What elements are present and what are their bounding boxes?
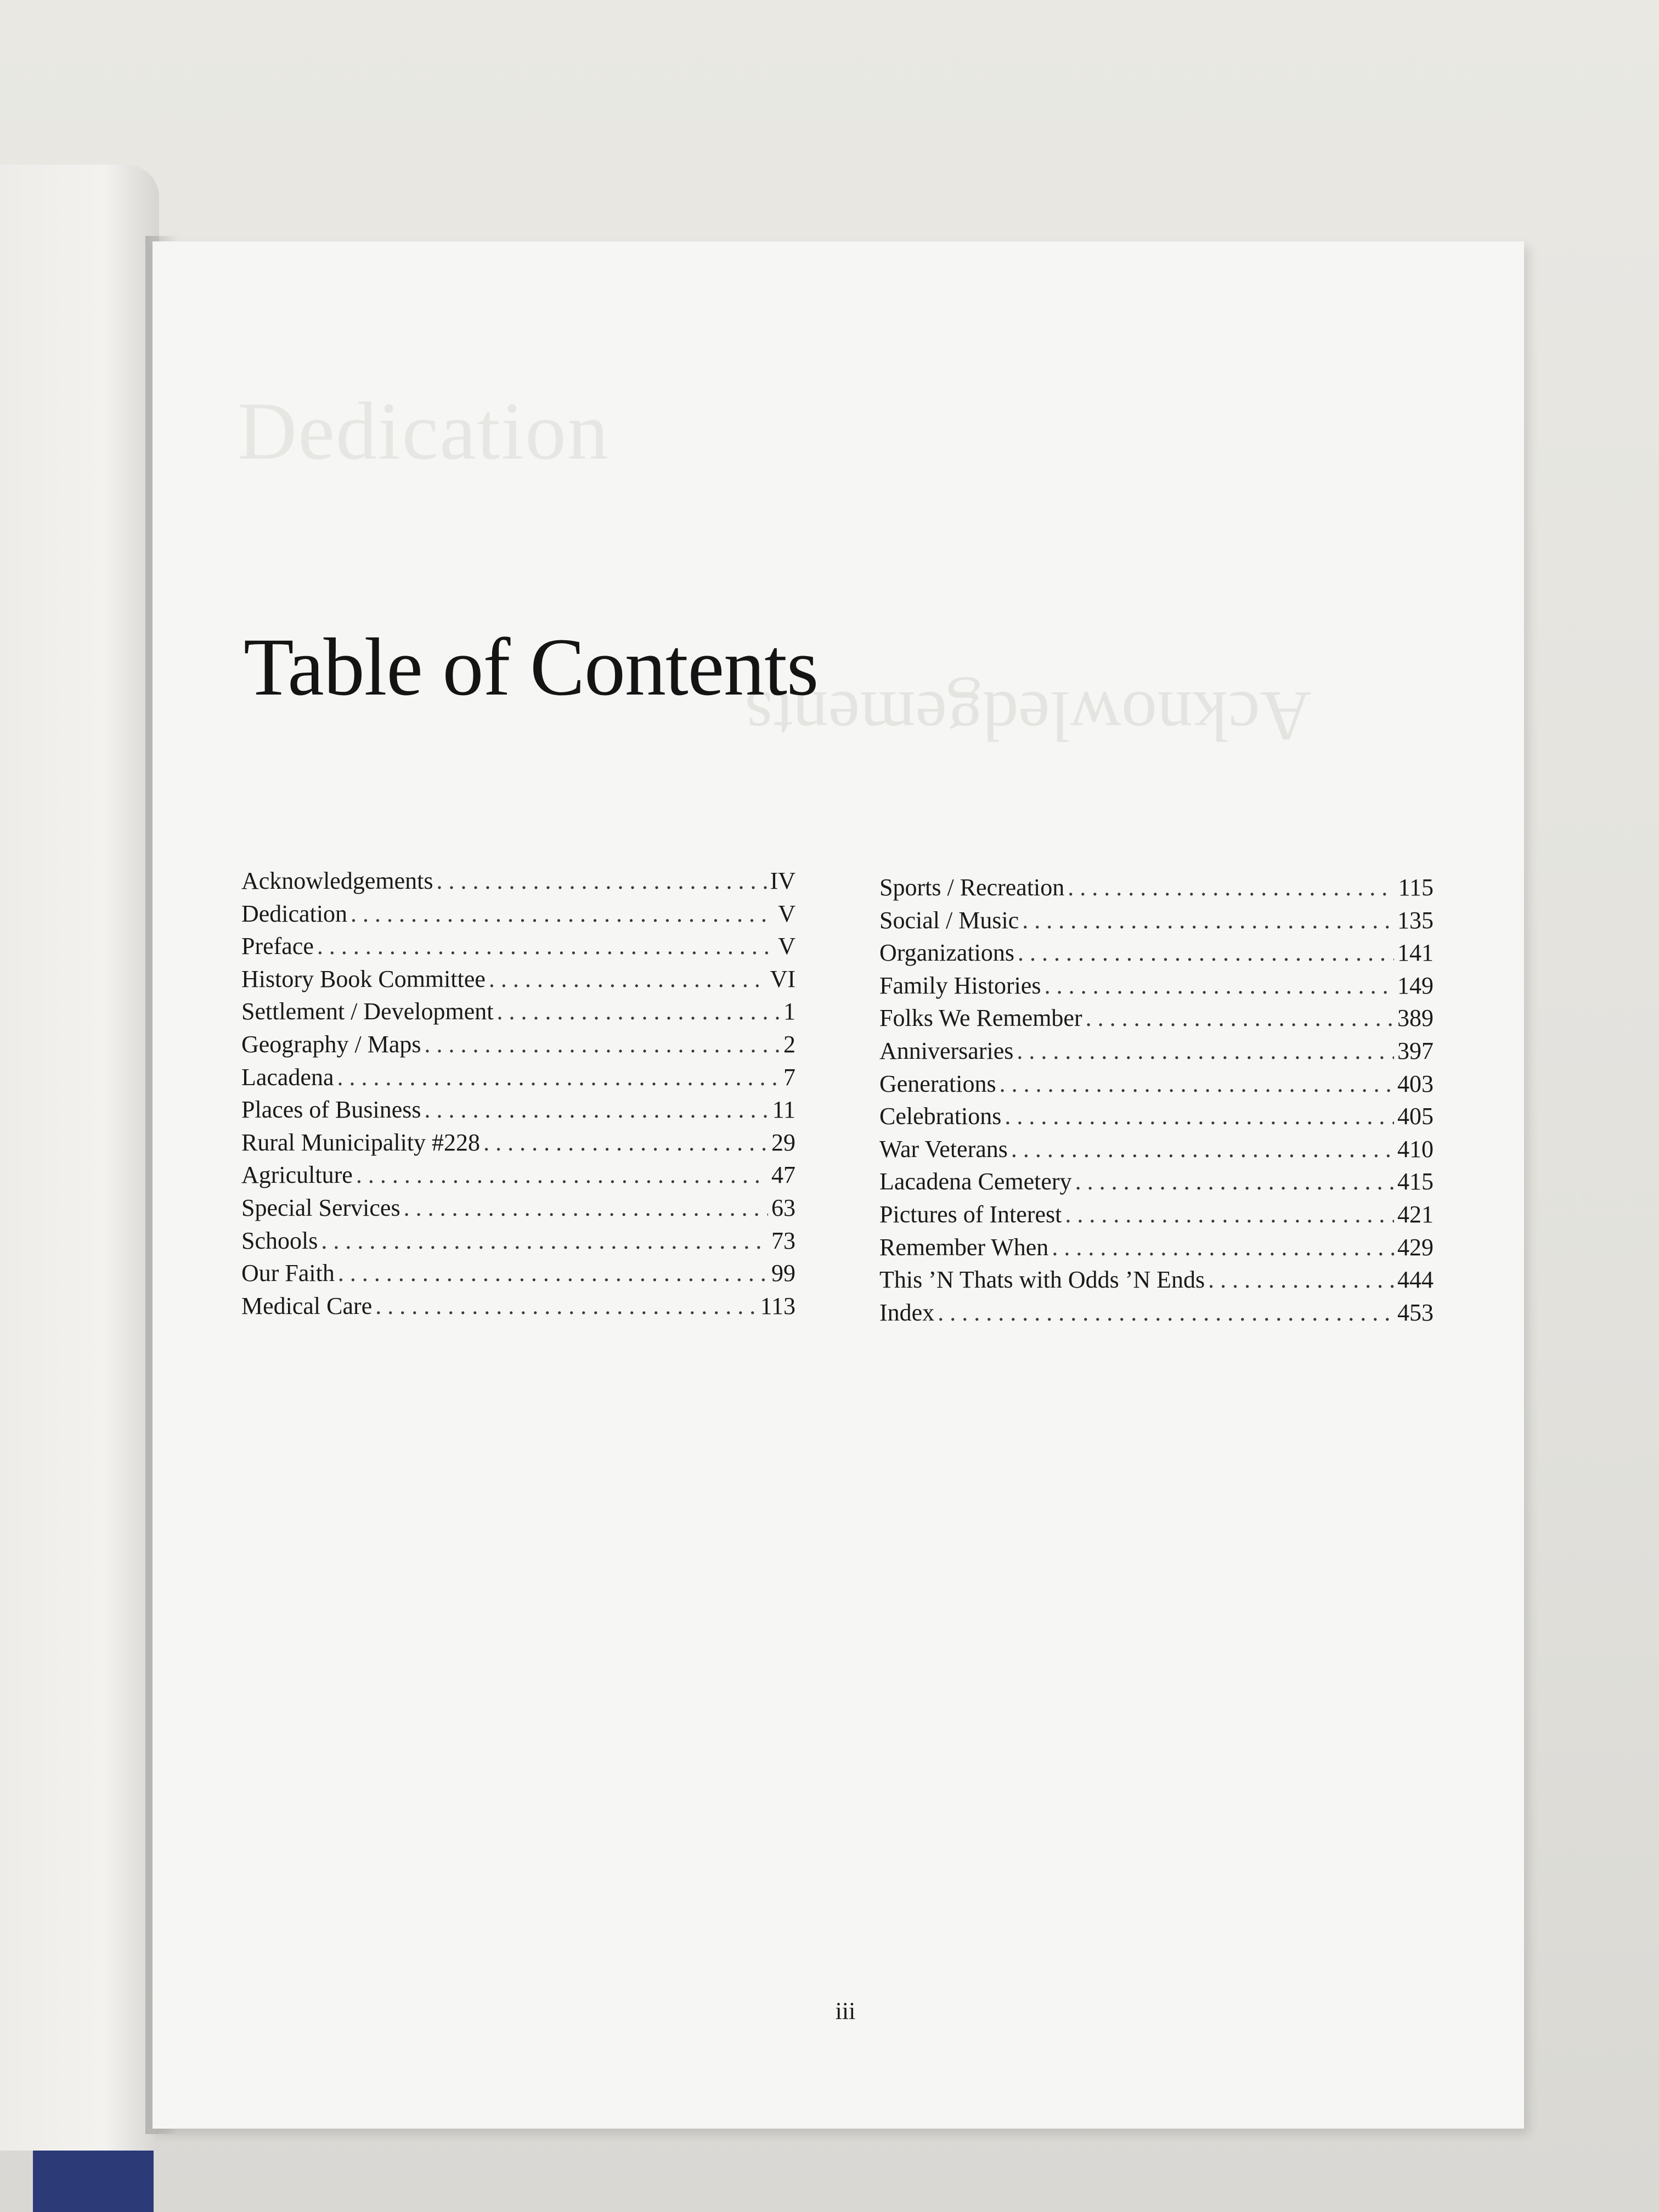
bleed-through-mirrored-heading: Acknowledgements xyxy=(745,676,1312,755)
toc-leader-dots xyxy=(489,965,767,993)
toc-entry-page: 453 xyxy=(1397,1299,1434,1326)
toc-entry-page: 113 xyxy=(760,1292,795,1319)
toc-entry xyxy=(879,1200,1434,1233)
toc-entry-title: Family Histories xyxy=(879,972,1041,999)
toc-entry-page: V xyxy=(778,900,795,927)
toc-leader-dots xyxy=(1086,1004,1394,1032)
toc-entry xyxy=(241,965,795,998)
toc-entry-page: VI xyxy=(770,965,795,992)
toc-entry xyxy=(241,1259,795,1292)
toc-entry-page: 141 xyxy=(1397,939,1434,967)
toc-entry-title: Medical Care xyxy=(241,1292,373,1319)
toc-entry-page: 149 xyxy=(1397,972,1434,999)
toc-entry-title: Schools xyxy=(241,1227,318,1254)
toc-entry-page: 421 xyxy=(1397,1200,1434,1228)
toc-entry xyxy=(879,906,1434,939)
toc-leader-dots xyxy=(1208,1266,1394,1294)
toc-entry-title: War Veterans xyxy=(879,1135,1008,1163)
toc-leader-dots xyxy=(337,1063,780,1091)
toc-entry-title: History Book Committee xyxy=(241,965,486,992)
toc-entry-page: V xyxy=(778,933,795,960)
toc-entry-page: 63 xyxy=(771,1194,795,1221)
toc-entry-page: 389 xyxy=(1397,1005,1434,1032)
toc-entry-title: Index xyxy=(879,1299,935,1326)
toc-entry-title: Remember When xyxy=(879,1233,1049,1261)
toc-entry xyxy=(879,1004,1434,1037)
toc-leader-dots xyxy=(1068,873,1395,901)
toc-entry-page: 405 xyxy=(1397,1103,1434,1130)
toc-entry-title: Special Services xyxy=(241,1194,400,1221)
toc-entry-page: 7 xyxy=(783,1063,795,1091)
toc-entry-page: 115 xyxy=(1398,874,1434,901)
toc-leader-dots xyxy=(436,867,766,895)
toc-entry-page: 415 xyxy=(1397,1168,1434,1195)
toc-entry xyxy=(241,1128,795,1161)
toc-entry xyxy=(879,1266,1434,1299)
toc-leader-dots xyxy=(375,1292,757,1320)
toc-entry xyxy=(879,1167,1434,1200)
toc-leader-dots xyxy=(1017,1037,1394,1065)
left-page xyxy=(0,165,159,2151)
toc-leader-dots xyxy=(938,1299,1394,1327)
toc-entry-title: Folks We Remember xyxy=(879,1005,1082,1032)
toc-leader-dots xyxy=(483,1128,768,1156)
toc-entry xyxy=(879,972,1434,1005)
toc-leader-dots xyxy=(404,1194,768,1222)
toc-entry xyxy=(241,1227,795,1260)
toc-entry-page: 429 xyxy=(1397,1233,1434,1261)
toc-entry xyxy=(879,1102,1434,1135)
toc-entry-title: Anniversaries xyxy=(879,1037,1014,1064)
toc-leader-dots xyxy=(1018,939,1394,967)
toc-entry-title: Lacadena xyxy=(241,1063,334,1091)
toc-entry-page: 1 xyxy=(783,998,795,1025)
toc-entry-title: Rural Municipality #228 xyxy=(241,1128,481,1156)
toc-entry-title: Celebrations xyxy=(879,1103,1002,1130)
toc-entry-page: 403 xyxy=(1397,1070,1434,1097)
toc-entry-title: Acknowledgements xyxy=(241,867,433,894)
toc-leader-dots xyxy=(317,932,775,960)
toc-leader-dots xyxy=(425,1030,781,1058)
toc-entry xyxy=(879,1070,1434,1103)
toc-leader-dots xyxy=(321,1227,768,1255)
toc-leader-dots xyxy=(356,1161,768,1189)
toc-entry xyxy=(241,1292,795,1325)
toc-entry-page: 29 xyxy=(771,1128,795,1156)
toc-entry-title: Generations xyxy=(879,1070,996,1097)
toc-leader-dots xyxy=(1065,1200,1394,1228)
toc-entry-title: Dedication xyxy=(241,900,348,927)
toc-entry-title: Our Faith xyxy=(241,1260,335,1287)
toc-entry-title: Agriculture xyxy=(241,1161,353,1189)
bleed-through-heading: Dedication xyxy=(238,386,610,477)
toc-entry-page: 11 xyxy=(772,1096,795,1124)
toc-entry xyxy=(879,1233,1434,1266)
toc-leader-dots xyxy=(338,1259,768,1287)
page-title: Table of Contents xyxy=(244,622,819,713)
toc-entry xyxy=(241,900,795,933)
toc-leader-dots xyxy=(1000,1070,1394,1098)
toc-entry-page: 2 xyxy=(783,1030,795,1058)
toc-entry xyxy=(879,939,1434,972)
toc-entry-page: 410 xyxy=(1397,1135,1434,1163)
toc-entry-title: Pictures of Interest xyxy=(879,1200,1062,1228)
toc-entry xyxy=(241,867,795,900)
toc-entry-title: Sports / Recreation xyxy=(879,874,1065,901)
toc-entry xyxy=(241,1063,795,1096)
page-number: iii xyxy=(835,1997,856,2024)
toc-entry-title: Organizations xyxy=(879,939,1015,967)
toc-leader-dots xyxy=(1045,972,1394,1000)
toc-leader-dots xyxy=(1052,1233,1394,1261)
toc-entry-title: Places of Business xyxy=(241,1096,421,1124)
toc-entry-title: Lacadena Cemetery xyxy=(879,1168,1072,1195)
toc-leader-dots xyxy=(351,900,775,928)
toc-entry xyxy=(241,997,795,1030)
toc-entry-page: 444 xyxy=(1397,1266,1434,1294)
toc-right-column xyxy=(879,873,1434,1331)
toc-leader-dots xyxy=(1005,1102,1394,1130)
toc-entry xyxy=(879,1037,1434,1070)
toc-leader-dots xyxy=(1011,1135,1394,1163)
toc-leader-dots xyxy=(1022,906,1394,934)
toc-entry-page: 73 xyxy=(771,1227,795,1254)
toc-entry xyxy=(241,1194,795,1227)
toc-entry xyxy=(241,932,795,965)
toc-entry-page: 397 xyxy=(1397,1037,1434,1064)
toc-entry-title: Geography / Maps xyxy=(241,1030,421,1058)
toc-entry-title: Preface xyxy=(241,933,314,960)
toc-leader-dots xyxy=(425,1096,769,1124)
toc-entry-title: This ’N Thats with Odds ’N Ends xyxy=(879,1266,1205,1294)
toc-entry-page: 47 xyxy=(771,1161,795,1189)
toc-leader-dots xyxy=(1075,1167,1394,1195)
toc-entry xyxy=(879,1299,1434,1331)
book-page xyxy=(153,241,1524,2129)
toc-entry-title: Social / Music xyxy=(879,906,1019,934)
toc-entry xyxy=(241,1096,795,1128)
toc-entry xyxy=(241,1161,795,1194)
toc-entry xyxy=(879,873,1434,906)
toc-entry xyxy=(241,1030,795,1063)
toc-entry-page: 135 xyxy=(1397,906,1434,934)
toc-entry-title: Settlement / Development xyxy=(241,998,494,1025)
toc-leader-dots xyxy=(496,997,780,1025)
toc-entry-page: 99 xyxy=(771,1260,795,1287)
toc-entry xyxy=(879,1135,1434,1168)
toc-entry-page: IV xyxy=(770,867,795,894)
toc-left-column xyxy=(241,867,795,1324)
